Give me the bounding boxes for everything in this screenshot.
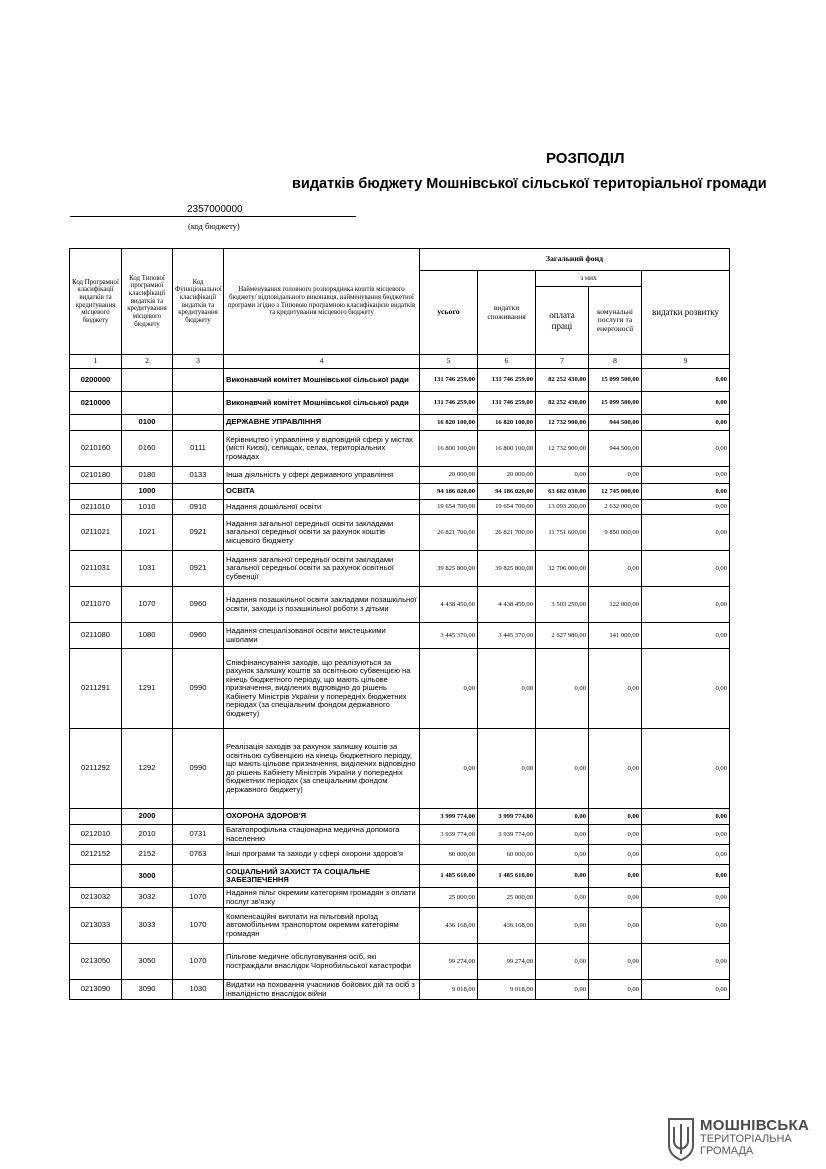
budget-code-caption: (код бюджету) xyxy=(188,221,240,231)
name-cell: ОХОРОНА ЗДОРОВ'Я xyxy=(224,809,420,825)
name-cell: Надання загальної середньої освіти закладами загальної середньої освіти за рахунок коштів місцевого бюджету xyxy=(224,515,420,551)
name-cell: Пільгове медичне обслуговування осіб, які постраждали внаслідок Чорнобильської катастрофи xyxy=(224,944,420,980)
development-cell: 0,00 xyxy=(642,369,730,392)
total-cell: 4 438 450,00 xyxy=(420,587,478,623)
program-code-cell: 0212010 xyxy=(70,825,122,845)
table-row xyxy=(70,845,730,865)
salary-cell: 3 503 250,00 xyxy=(536,587,589,623)
functional-code-cell: 0921 xyxy=(173,515,224,551)
development-cell: 0,00 xyxy=(642,587,730,623)
salary-cell: 11 751 600,00 xyxy=(536,515,589,551)
header-name: Найменування головного розпорядника коштів місцевого бюджету/ відповідального виконавця, найменування бюджетної програми згідно з Типовою програмною класифікацією видатків та кредитування місцевого бюджету xyxy=(224,249,420,355)
total-cell: 3 939 774,00 xyxy=(420,825,478,845)
program-code-cell: 0210000 xyxy=(70,392,122,415)
total-cell: 131 746 259,00 xyxy=(420,392,478,415)
development-cell: 0,00 xyxy=(642,888,730,908)
logo-line-3: ГРОМАДА xyxy=(700,1145,754,1157)
header-consumption: видатки споживання xyxy=(478,271,536,355)
utilities-cell: 0,00 xyxy=(589,980,642,1000)
program-code-cell: 0213050 xyxy=(70,944,122,980)
functional-code-cell xyxy=(173,392,224,415)
consumption-cell: 3 999 774,00 xyxy=(478,809,536,825)
logo-line-1: МОШНІВСЬКА xyxy=(700,1117,810,1134)
program-code-cell xyxy=(70,484,122,500)
table-row xyxy=(70,587,730,623)
total-cell: 16 820 100,00 xyxy=(420,415,478,431)
table-row xyxy=(70,908,730,944)
typical-code-cell: 1010 xyxy=(122,500,173,515)
functional-code-cell: 0133 xyxy=(173,467,224,484)
total-cell: 26 821 700,00 xyxy=(420,515,478,551)
table-row xyxy=(70,865,730,888)
table-row xyxy=(70,484,730,500)
header-row-1 xyxy=(70,249,730,271)
salary-cell: 82 252 430,00 xyxy=(536,392,589,415)
consumption-cell: 20 000,00 xyxy=(478,467,536,484)
salary-cell: 0,00 xyxy=(536,865,589,888)
table-row xyxy=(70,515,730,551)
logo-line-2: ТЕРИТОРІАЛЬНА xyxy=(700,1133,792,1145)
consumption-cell: 60 000,00 xyxy=(478,845,536,865)
table-row xyxy=(70,980,730,1000)
salary-cell: 12 732 900,00 xyxy=(536,431,589,467)
development-cell: 0,00 xyxy=(642,729,730,809)
name-cell: Надання пільг окремим категоріям громадян з оплати послуг зв'язку xyxy=(224,888,420,908)
name-cell: ДЕРЖАВНЕ УПРАВЛІННЯ xyxy=(224,415,420,431)
consumption-cell: 26 821 700,00 xyxy=(478,515,536,551)
document-subtitle: видатків бюджету Мошнівської сільської територіальної громади xyxy=(292,176,767,192)
typical-code-cell: 1021 xyxy=(122,515,173,551)
name-cell: Надання загальної середньої освіти закладами загальної середньої освіти за рахунок освітньої субвенції xyxy=(224,551,420,587)
header-utilities: комунальні послуги та енергоносії xyxy=(589,287,642,355)
total-cell: 0,00 xyxy=(420,649,478,729)
typical-code-cell: 0100 xyxy=(122,415,173,431)
program-code-cell xyxy=(70,809,122,825)
total-cell: 94 186 020,00 xyxy=(420,484,478,500)
utilities-cell: 0,00 xyxy=(589,729,642,809)
typical-code-cell: 3050 xyxy=(122,944,173,980)
table-row xyxy=(70,392,730,415)
header-functional-code: Код Функціональної класифікації видатків та кредитування бюджету xyxy=(173,249,224,355)
name-cell: СОЦІАЛЬНИЙ ЗАХИСТ ТА СОЦІАЛЬНЕ ЗАБЕЗПЕЧЕННЯ xyxy=(224,865,420,888)
typical-code-cell: 0180 xyxy=(122,467,173,484)
functional-code-cell: 1070 xyxy=(173,944,224,980)
program-code-cell xyxy=(70,865,122,888)
budget-code: 2357000000 xyxy=(187,204,243,215)
typical-code-cell: 1031 xyxy=(122,551,173,587)
name-cell: Компенсаційні виплати на пільговий проїзд автомобільним транспортом окремим категоріям громадян xyxy=(224,908,420,944)
consumption-cell: 1 485 610,00 xyxy=(478,865,536,888)
development-cell: 0,00 xyxy=(642,980,730,1000)
program-code-cell: 0211010 xyxy=(70,500,122,515)
name-cell: Надання дошкільної освіти xyxy=(224,500,420,515)
salary-cell: 63 682 030,00 xyxy=(536,484,589,500)
utilities-cell: 0,00 xyxy=(589,467,642,484)
program-code-cell: 0211031 xyxy=(70,551,122,587)
typical-code-cell: 1000 xyxy=(122,484,173,500)
development-cell: 0,00 xyxy=(642,515,730,551)
table-row xyxy=(70,467,730,484)
consumption-cell: 3 939 774,00 xyxy=(478,825,536,845)
development-cell: 0,00 xyxy=(642,809,730,825)
utilities-cell: 944 500,00 xyxy=(589,415,642,431)
column-number-row xyxy=(70,355,730,369)
functional-code-cell: 0990 xyxy=(173,649,224,729)
utilities-cell: 12 745 000,00 xyxy=(589,484,642,500)
development-cell: 0,00 xyxy=(642,392,730,415)
program-code-cell: 0211291 xyxy=(70,649,122,729)
consumption-cell: 39 825 800,00 xyxy=(478,551,536,587)
utilities-cell: 0,00 xyxy=(589,908,642,944)
table-row xyxy=(70,888,730,908)
functional-code-cell xyxy=(173,865,224,888)
program-code-cell: 0210180 xyxy=(70,467,122,484)
typical-code-cell: 3033 xyxy=(122,908,173,944)
header-development: видатки розвитку xyxy=(642,271,730,355)
total-cell: 131 746 259,00 xyxy=(420,369,478,392)
typical-code-cell: 3032 xyxy=(122,888,173,908)
table-row xyxy=(70,431,730,467)
consumption-cell: 0,00 xyxy=(478,649,536,729)
table-body xyxy=(70,369,730,1000)
typical-code-cell: 2152 xyxy=(122,845,173,865)
budget-table-container xyxy=(69,248,727,1048)
typical-code-cell: 0160 xyxy=(122,431,173,467)
consumption-cell: 131 746 259,00 xyxy=(478,392,536,415)
name-cell: Реалізація заходів за рахунок залишку коштів за освітньою субвенцією на кінець бюджетного періоду, що мають цільове призначення, виділених відповідно до рішень Кабінету Міністрів України у попередніх бюджетних періодах (за спеціальним фондом державного бюджету) xyxy=(224,729,420,809)
table-row xyxy=(70,729,730,809)
functional-code-cell: 0111 xyxy=(173,431,224,467)
typical-code-cell: 1292 xyxy=(122,729,173,809)
salary-cell: 0,00 xyxy=(536,888,589,908)
program-code-cell: 0211292 xyxy=(70,729,122,809)
utilities-cell: 0,00 xyxy=(589,888,642,908)
column-number: 4 xyxy=(224,355,420,369)
utilities-cell: 122 000,00 xyxy=(589,587,642,623)
typical-code-cell: 1080 xyxy=(122,623,173,649)
name-cell: Інша діяльність у сфері державного управління xyxy=(224,467,420,484)
functional-code-cell: 0960 xyxy=(173,623,224,649)
functional-code-cell xyxy=(173,809,224,825)
development-cell: 0,00 xyxy=(642,845,730,865)
column-number: 2 xyxy=(122,355,173,369)
name-cell: Виконавчий комітет Мошнівської сільської ради xyxy=(224,369,420,392)
typical-code-cell: 2010 xyxy=(122,825,173,845)
salary-cell: 32 706 000,00 xyxy=(536,551,589,587)
table-row xyxy=(70,649,730,729)
functional-code-cell: 1070 xyxy=(173,888,224,908)
document-title: РОЗПОДІЛ xyxy=(546,150,625,167)
development-cell: 0,00 xyxy=(642,908,730,944)
utilities-cell: 0,00 xyxy=(589,845,642,865)
functional-code-cell xyxy=(173,415,224,431)
total-cell: 9 018,00 xyxy=(420,980,478,1000)
total-cell: 25 000,00 xyxy=(420,888,478,908)
name-cell: Багатопрофільна стаціонарна медична допомога населенню xyxy=(224,825,420,845)
salary-cell: 0,00 xyxy=(536,845,589,865)
name-cell: Виконавчий комітет Мошнівської сільської ради xyxy=(224,392,420,415)
column-number: 9 xyxy=(642,355,730,369)
consumption-cell: 16 800 100,00 xyxy=(478,431,536,467)
total-cell: 1 485 610,00 xyxy=(420,865,478,888)
development-cell: 0,00 xyxy=(642,865,730,888)
consumption-cell: 436 168,00 xyxy=(478,908,536,944)
salary-cell: 12 732 900,00 xyxy=(536,415,589,431)
logo-line-2-3 xyxy=(700,1133,792,1157)
budget-code-underline xyxy=(70,216,356,217)
total-cell: 60 000,00 xyxy=(420,845,478,865)
column-number: 1 xyxy=(70,355,122,369)
table-row xyxy=(70,500,730,515)
salary-cell: 2 627 980,00 xyxy=(536,623,589,649)
functional-code-cell: 0921 xyxy=(173,551,224,587)
utilities-cell: 0,00 xyxy=(589,944,642,980)
column-number: 7 xyxy=(536,355,589,369)
consumption-cell: 0,00 xyxy=(478,729,536,809)
total-cell: 99 274,00 xyxy=(420,944,478,980)
header-typical-code: Код Типової програмної класифікації видатків та кредитування місцевого бюджету xyxy=(122,249,173,355)
program-code-cell: 0213090 xyxy=(70,980,122,1000)
name-cell: Інші програми та заходи у сфері охорони здоров’я xyxy=(224,845,420,865)
development-cell: 0,00 xyxy=(642,825,730,845)
functional-code-cell: 0731 xyxy=(173,825,224,845)
salary-cell: 0,00 xyxy=(536,908,589,944)
utilities-cell: 9 850 000,00 xyxy=(589,515,642,551)
header-total: усього xyxy=(420,271,478,355)
development-cell: 0,00 xyxy=(642,623,730,649)
program-code-cell: 0212152 xyxy=(70,845,122,865)
typical-code-cell: 1070 xyxy=(122,587,173,623)
total-cell: 436 168,00 xyxy=(420,908,478,944)
salary-cell: 0,00 xyxy=(536,467,589,484)
program-code-cell: 0211070 xyxy=(70,587,122,623)
header-salary: оплата праці xyxy=(536,287,589,355)
consumption-cell: 19 654 700,00 xyxy=(478,500,536,515)
consumption-cell: 25 000,00 xyxy=(478,888,536,908)
development-cell: 0,00 xyxy=(642,944,730,980)
utilities-cell: 15 099 500,00 xyxy=(589,392,642,415)
table-row xyxy=(70,809,730,825)
functional-code-cell: 0763 xyxy=(173,845,224,865)
name-cell: Надання позашкільної освіти закладами позашкільної освіти, заходи із позашкільної роботи з дітьми xyxy=(224,587,420,623)
salary-cell: 82 252 430,00 xyxy=(536,369,589,392)
name-cell: Керівництво і управління у відповідній сфері у містах (місті Києві), селищах, селах, територіальних громадах xyxy=(224,431,420,467)
column-number: 5 xyxy=(420,355,478,369)
typical-code-cell: 2000 xyxy=(122,809,173,825)
development-cell: 0,00 xyxy=(642,484,730,500)
utilities-cell: 0,00 xyxy=(589,825,642,845)
program-code-cell: 0210160 xyxy=(70,431,122,467)
program-code-cell: 0213033 xyxy=(70,908,122,944)
functional-code-cell: 0910 xyxy=(173,500,224,515)
typical-code-cell: 3000 xyxy=(122,865,173,888)
utilities-cell: 0,00 xyxy=(589,551,642,587)
utilities-cell: 2 632 000,00 xyxy=(589,500,642,515)
table-row xyxy=(70,551,730,587)
development-cell: 0,00 xyxy=(642,551,730,587)
functional-code-cell xyxy=(173,369,224,392)
functional-code-cell xyxy=(173,484,224,500)
typical-code-cell: 3090 xyxy=(122,980,173,1000)
development-cell: 0,00 xyxy=(642,649,730,729)
table-row xyxy=(70,825,730,845)
community-logo xyxy=(666,1115,810,1163)
typical-code-cell: 1291 xyxy=(122,649,173,729)
consumption-cell: 94 186 020,00 xyxy=(478,484,536,500)
development-cell: 0,00 xyxy=(642,500,730,515)
table-row xyxy=(70,369,730,392)
name-cell: Співфінансування заходів, що реалізуються за рахунок залишку коштів за освітньою субвенцією на кінець бюджетного періоду, що мають цільове призначення, виділених відповідно до рішень Кабінету Міністрів України у попередніх бюджетних періодах (за спеціальним фондом державного бюджету) xyxy=(224,649,420,729)
utilities-cell: 141 000,00 xyxy=(589,623,642,649)
utilities-cell: 15 099 500,00 xyxy=(589,369,642,392)
name-cell: Надання спеціалізованої освіти мистецькими школами xyxy=(224,623,420,649)
program-code-cell: 0213032 xyxy=(70,888,122,908)
name-cell: ОСВІТА xyxy=(224,484,420,500)
functional-code-cell: 0960 xyxy=(173,587,224,623)
total-cell: 19 654 700,00 xyxy=(420,500,478,515)
consumption-cell: 99 274,00 xyxy=(478,944,536,980)
utilities-cell: 0,00 xyxy=(589,865,642,888)
total-cell: 0,00 xyxy=(420,729,478,809)
header-of-which: з них xyxy=(536,271,642,287)
development-cell: 0,00 xyxy=(642,431,730,467)
name-cell: Видатки на поховання учасників бойових дій та осіб з інвалідністю внаслідок війни xyxy=(224,980,420,1000)
functional-code-cell: 1070 xyxy=(173,908,224,944)
header-program-code: Код Програмної класифікації видатків та кредитування місцевого бюджету xyxy=(70,249,122,355)
program-code-cell xyxy=(70,415,122,431)
table-row xyxy=(70,623,730,649)
program-code-cell: 0211080 xyxy=(70,623,122,649)
column-number: 8 xyxy=(589,355,642,369)
development-cell: 0,00 xyxy=(642,467,730,484)
utilities-cell: 0,00 xyxy=(589,809,642,825)
salary-cell: 0,00 xyxy=(536,809,589,825)
program-code-cell: 0211021 xyxy=(70,515,122,551)
salary-cell: 0,00 xyxy=(536,980,589,1000)
budget-table xyxy=(69,248,730,1000)
consumption-cell: 9 018,00 xyxy=(478,980,536,1000)
development-cell: 0,00 xyxy=(642,415,730,431)
column-number: 6 xyxy=(478,355,536,369)
header-general-fund: Загальний фонд xyxy=(420,249,730,271)
utilities-cell: 0,00 xyxy=(589,649,642,729)
salary-cell: 0,00 xyxy=(536,729,589,809)
consumption-cell: 4 438 450,00 xyxy=(478,587,536,623)
typical-code-cell xyxy=(122,369,173,392)
column-number: 3 xyxy=(173,355,224,369)
total-cell: 39 825 800,00 xyxy=(420,551,478,587)
total-cell: 20 000,00 xyxy=(420,467,478,484)
functional-code-cell: 1030 xyxy=(173,980,224,1000)
consumption-cell: 131 746 259,00 xyxy=(478,369,536,392)
functional-code-cell: 0990 xyxy=(173,729,224,809)
total-cell: 3 999 774,00 xyxy=(420,809,478,825)
salary-cell: 13 093 200,00 xyxy=(536,500,589,515)
total-cell: 16 800 100,00 xyxy=(420,431,478,467)
salary-cell: 0,00 xyxy=(536,649,589,729)
total-cell: 3 445 370,00 xyxy=(420,623,478,649)
table-row xyxy=(70,415,730,431)
typical-code-cell xyxy=(122,392,173,415)
salary-cell: 0,00 xyxy=(536,944,589,980)
consumption-cell: 3 445 370,00 xyxy=(478,623,536,649)
trident-emblem-icon xyxy=(666,1115,696,1161)
consumption-cell: 16 820 100,00 xyxy=(478,415,536,431)
utilities-cell: 944 500,00 xyxy=(589,431,642,467)
table-row xyxy=(70,944,730,980)
program-code-cell: 0200000 xyxy=(70,369,122,392)
salary-cell: 0,00 xyxy=(536,825,589,845)
